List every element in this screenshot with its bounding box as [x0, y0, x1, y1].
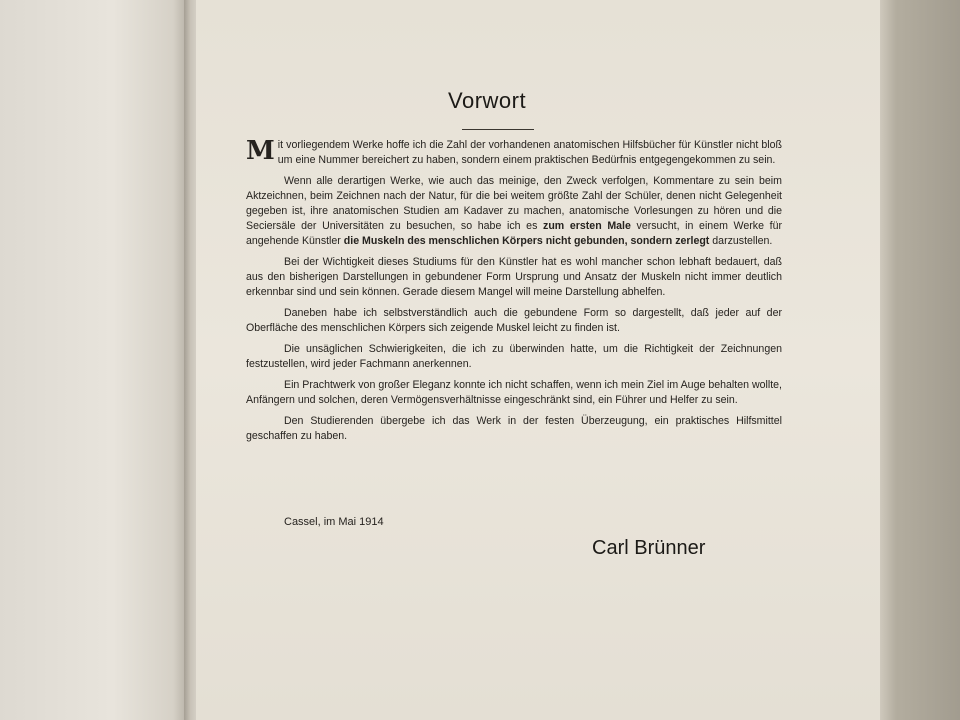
- preface-paragraph: [246, 174, 782, 249]
- preface-paragraph: [246, 255, 782, 300]
- paragraph-text: Daneben habe ich selbstverständlich auch die gebundene Form so dargestellt, daß jeder auf der Oberfläche des menschlichen Körpers sich zeigende Muskel leicht zu finden ist.: [246, 307, 782, 334]
- paragraph-text: Den Studierenden übergebe ich das Werk in der festen Überzeugung, ein praktisches Hilfsmittel geschaffen zu haben.: [246, 415, 782, 442]
- preface-paragraph: [246, 378, 782, 408]
- drop-cap: M: [246, 136, 275, 166]
- paragraph-text: Bei der Wichtigkeit dieses Studiums für den Künstler hat es wohl mancher schon lebhaft bedauert, daß aus den bisherigen Darstellungen in gebundener Form Ursprung und Ansatz der Muskeln nicht immer deutlich erkennbar sind und sein können. Gerade diesem Mangel will meine Darstellung abhelfen.: [246, 256, 782, 298]
- emphasized-text: zum ersten Male: [543, 220, 631, 232]
- author-signature: Carl Brünner: [592, 537, 706, 559]
- page-title: Vorwort: [448, 88, 527, 113]
- place-date: Cassel, im Mai 1914: [284, 516, 384, 528]
- preface-paragraph: [246, 138, 782, 168]
- preface-paragraph: [246, 342, 782, 372]
- paragraph-text: versucht, in einem Werke für angehende Künstler: [246, 220, 782, 247]
- emphasized-text: die Muskeln des menschlichen Körpers nicht gebunden, sondern zerlegt: [343, 235, 710, 247]
- preface-body: [246, 138, 782, 450]
- preface-paragraph: [246, 414, 782, 444]
- paragraph-text: Die unsäglichen Schwierigkeiten, die ich zu überwinden hatte, um die Richtigkeit der Zeichnungen festzustellen, wird jeder Fachmann anerkennen.: [246, 343, 782, 370]
- paragraph-text: it vorliegendem Werke hoffe ich die Zahl der vorhandenen anatomischen Hilfsbücher für Künstler nicht bloß um eine Nummer bereichert zu haben, sondern einem praktischen Bedürfnis entgegengekommen zu sein.: [277, 139, 782, 166]
- paragraph-text: Ein Prachtwerk von großer Eleganz konnte ich nicht schaffen, wenn ich mein Ziel im Auge behalten wollte, Anfängern und solchen, deren Vermögensverhältnisse eingeschränkt sind, ein Führer und Helfer zu sein.: [246, 379, 782, 406]
- left-page: [0, 0, 188, 720]
- paragraph-text: darzustellen.: [709, 235, 773, 247]
- page-edge: [880, 0, 960, 720]
- preface-paragraph: [246, 306, 782, 336]
- paragraph-text: Wenn alle derartigen Werke, wie auch das meinige, den Zweck verfolgen, Kommentare zu sein beim Aktzeichnen, beim Zeichnen nach der Natur, für die bei weitem größte Zahl der Schüler, denen nicht Gelegenheit gegeben ist, ihre anatomischen Studien am Kadaver zu machen, anatomische Vorlesungen zu hören und die Seciersäle der Universitäten zu besuchen, so habe ich es: [246, 175, 782, 232]
- title-divider: [462, 129, 534, 130]
